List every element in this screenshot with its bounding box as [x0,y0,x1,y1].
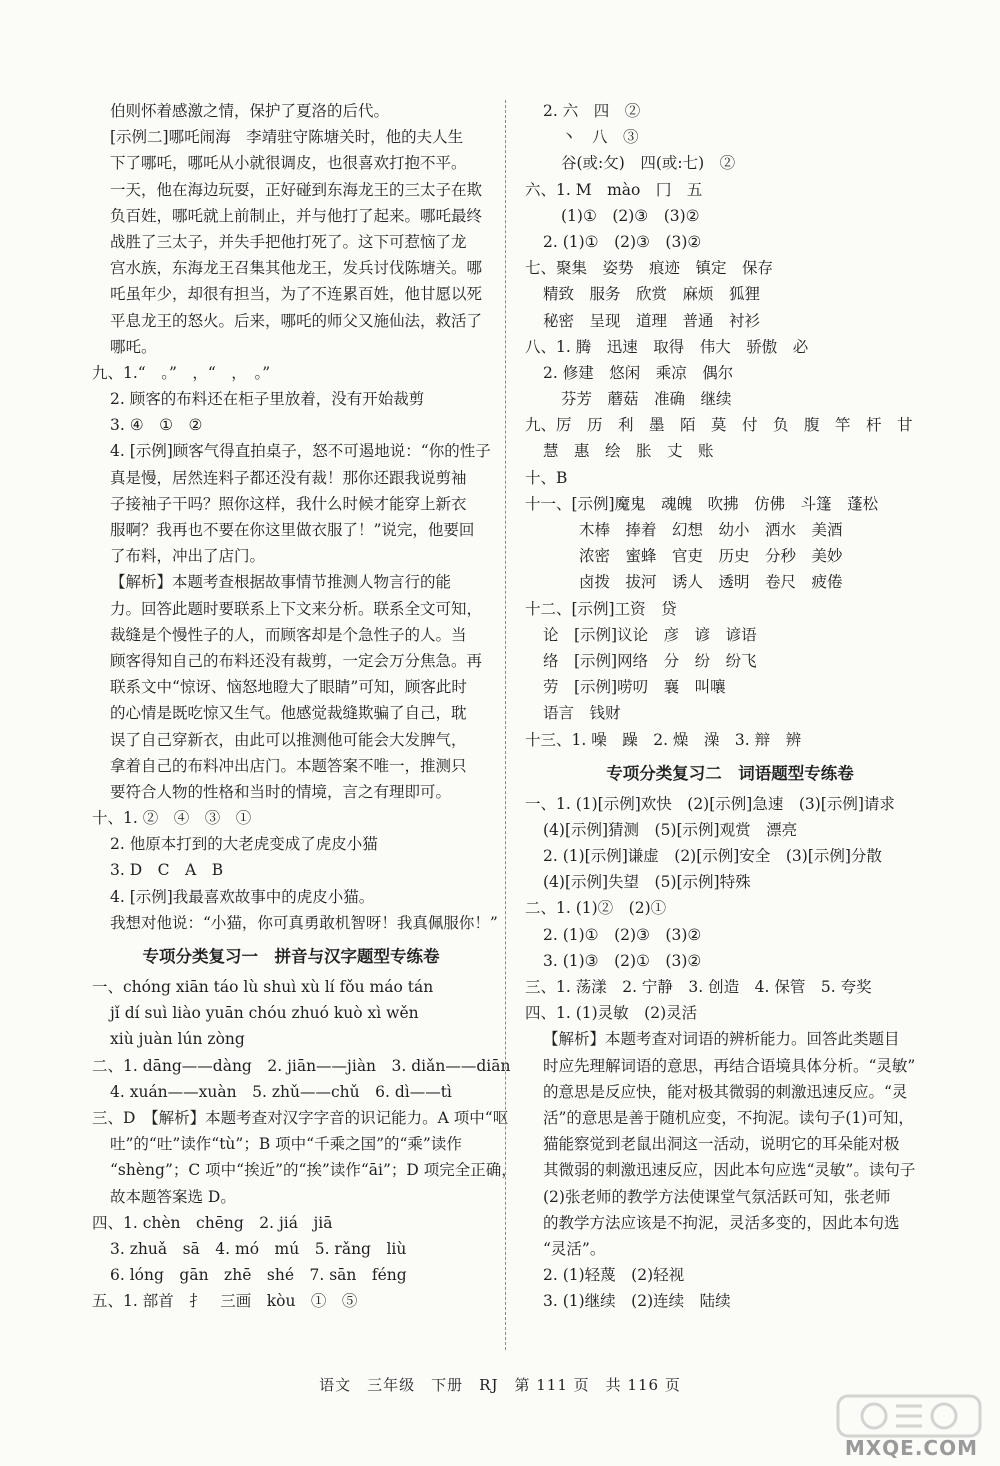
text-line: 五、1. 部首 扌 三画 kòu ① ⑤ [92,1292,358,1311]
text-line: 哪吒。 [110,337,157,356]
text-line: 4. xuán——xuàn 5. zhǔ——chǔ 6. dì——tì [110,1082,452,1101]
text-line: 服啊？我再也不要在你这里做衣服了！”说完，他要回 [110,521,475,539]
text-line: 力。回答此题时要联系上下文来分析。联系全文可知， [110,599,483,618]
text-line: 精致 服务 欣赏 麻烦 狐狸 [543,285,761,304]
text-line: 三、1. 荡漾 2. 宁静 3. 创造 4. 保管 5. 夸奖 [525,978,872,996]
text-line: 3. D C A B [110,861,224,880]
text-line: 谷(或:攵) 四(或:七) ② [561,154,736,173]
text-line: 八、1. 腾 迅速 取得 伟大 骄傲 必 [525,337,809,356]
text-line: (2)张老师的教学方法使课堂气氛活跃可知，张老师 [543,1187,891,1206]
text-line: 误了自己穿新衣，由此可以推测他可能会大发脾气， [110,730,467,749]
text-line: 2. 六 四 ② [543,102,641,120]
text-line: 平息龙王的怒火。后来，哪吒的师父又施仙法，救活了 [110,311,483,330]
text-line: 十、1. ② ④ ③ ① [92,809,252,828]
text-line: 劳 [示例]唠叨 襄 叫嚷 [543,678,726,697]
text-line: 二、1. (1)② (2)① [525,899,667,918]
text-line: 2. 顾客的布料还在柜子里放着，没有开始裁剪 [110,390,425,409]
text-line: (4)[示例]猜测 (5)[示例]观赏 漂亮 [543,820,798,839]
text-line: 2. (1)① (2)③ (3)② [543,232,702,251]
text-line: 三、D 【解析】本题考查对汉字字音的识记能力。A 项中“呕 [92,1108,509,1127]
text-line: 负百姓，哪吒就上前制止，并与他打了起来。哪吒最终 [110,206,483,225]
text-line: 十三、1. 噪 躁 2. 燥 澡 3. 辩 辨 [525,730,802,749]
text-line: (4)[示例]失望 (5)[示例]特殊 [543,873,751,892]
text-line: 猫能察觉到老鼠出洞这一活动，说明它的耳朵能对极 [543,1135,900,1154]
text-line: 子接袖子干吗？照你这样，我什么时候才能穿上新衣 [110,494,467,513]
text-line: 丶 八 ③ [561,128,639,147]
text-line: 3. ④ ① ② [110,416,203,435]
text-line: 慧 惠 绘 胀 丈 账 [543,442,714,461]
text-line: “shèng”；C 项中“挨近”的“挨”读作“āi”；D 项完全正确， [110,1161,517,1180]
text-line: 浓密 蜜蜂 官吏 历史 分秒 美妙 [579,547,843,566]
text-line: 【解析】本题考查根据故事情节推测人物言行的能 [110,573,452,592]
text-line: 一、1. (1)[示例]欢快 (2)[示例]急速 (3)[示例]请求 [525,794,895,813]
text-line: 顾客得知自己的布料还没有裁剪，一定会万分焦急。再 [110,651,483,670]
text-line: 真是慢，居然连料子都还没有裁！那你还跟我说剪袖 [110,468,467,487]
text-line: 秘密 呈现 道理 普通 衬衫 [543,311,761,330]
text-line: 3. zhuǎ sā 4. mó mú 5. rǎng liù [110,1239,407,1258]
text-line: 2. 他原本打到的大老虎变成了虎皮小猫 [110,835,378,854]
text-line: 宫水族，东海龙王召集其他龙王，发兵讨伐陈塘关。哪 [110,259,483,278]
text-line: 卤拨 拔河 诱人 透明 卷尺 疲倦 [579,573,843,592]
text-line: 一天，他在海边玩耍，正好碰到东海龙王的三太子在欺 [110,180,483,199]
text-line: 我想对他说：“小猫，你可真勇敢机智呀！我真佩服你！” [110,913,498,932]
text-line: 战胜了三太子，并失手把他打死了。这下可惹恼了龙 [110,232,467,251]
text-line: 九、1.“ 。” ，“ ， 。” [92,363,271,382]
text-line: 络 [示例]网络 分 纷 纷飞 [543,651,757,670]
text-line: 木棒 捧着 幻想 幼小 洒水 美酒 [579,521,843,539]
text-line: “灵活”。 [543,1239,606,1258]
text-line: 6. lóng gān zhē shé 7. sān féng [110,1266,407,1285]
text-line: 四、1. chèn chēng 2. jiá jiā [92,1213,333,1232]
text-line: 2. (1)轻蔑 (2)轻视 [543,1266,685,1285]
text-line: 下了哪吒，哪吒从小就很调皮，也很喜欢打抱不平。 [110,154,467,173]
page-footer: 语文 三年级 下册 RJ 第 111 页 共 116 页 [319,1376,681,1394]
text-line: 论 [示例]议论 彦 谚 谚语 [543,625,757,644]
text-line: 2. (1)① (2)③ (3)② [543,925,702,944]
text-line: 【解析】本题考查对词语的辨析能力。回答此类题目 [543,1030,900,1049]
text-line: 的意思是反应快，能对极其微弱的刺激迅速反应。“灵 [543,1082,908,1101]
text-line: 拿着自己的布料冲出店门。本题答案不唯一，推测只 [110,756,467,775]
text-line: 联系文中“惊讶、恼怒地瞪大了眼睛”可知，顾客此时 [110,678,467,697]
text-line: 3. (1)继续 (2)连续 陆续 [543,1292,731,1311]
text-line: 六、1. M mào 冂 五 [525,180,703,199]
text-line: 的心情是既吃惊又生气。他感觉裁缝欺骗了自己，耽 [110,704,467,723]
text-line: 九、厉 历 利 墨 陌 莫 付 负 腹 竿 杆 甘 [525,416,913,435]
text-line: 七、聚集 姿势 痕迹 镇定 保存 [525,259,774,278]
text-line: 时应先理解词语的意思，再结合语境具体分析。“灵敏” [543,1056,916,1075]
text-line: 其微弱的刺激迅速反应，因此本句应选“灵敏”。读句子 [543,1161,916,1180]
section-heading: 专项分类复习二 词语题型专练卷 [606,763,854,783]
column-divider [505,100,506,1350]
text-line: 3. (1)③ (2)① (3)② [543,951,702,970]
text-line: xiù juàn lún zòng [110,1030,245,1049]
text-line: [示例二]哪吒闹海 李靖驻守陈塘关时，他的夫人生 [110,128,464,147]
text-line: 语言 钱财 [543,704,621,723]
text-line: 的教学方法应该是不拘泥，灵活多变的，因此本句选 [543,1213,900,1232]
text-line: 裁缝是个慢性子的人，而顾客却是个急性子的人。当 [110,625,467,644]
text-line: 一、chóng xiān táo lù shuì xù lí fǒu máo tán [92,978,434,996]
text-line: 2. 修建 悠闲 乘凉 偶尔 [543,363,734,382]
text-line: 活”的意思是善于随机应变，不拘泥。读句子(1)可知， [543,1108,914,1127]
text-line: 十、B [525,468,568,487]
text-line: 吐”的“吐”读作“tù”；B 项中“千乘之国”的“乘”读作 [110,1135,462,1154]
section-heading: 专项分类复习一 拼音与汉字题型专练卷 [142,947,440,966]
text-line: 四、1. (1)灵敏 (2)灵活 [525,1004,698,1023]
text-line: 故本题答案选 D。 [110,1187,236,1206]
text-line: 了布料，冲出了店门。 [110,547,266,566]
text-line: 伯则怀着感激之情，保护了夏洛的后代。 [110,102,390,120]
text-line: 吒虽年少，却很有担当，为了不连累百姓，他甘愿以死 [110,285,483,304]
text-line: 要符合人物的性格和当时的情境，言之有理即可。 [110,782,452,801]
text-line: jǐ dí suì liào yuān chóu zhuó kuò xì wěn [110,1004,419,1023]
text-line: 二、1. dāng——dàng 2. jiān——jiàn 3. diǎn——diān [92,1056,511,1075]
text-line: 4. [示例]我最喜欢故事中的虎皮小猫。 [110,887,375,906]
text-line: 十二、[示例]工资 贷 [525,599,677,618]
left-column [92,98,517,1314]
text-line: 十一、[示例]魔鬼 魂魄 吹拂 仿佛 斗篷 蓬松 [525,494,879,513]
watermark-text: MXQE.COM [844,1436,978,1460]
text-line: 芬芳 蘑菇 准确 继续 [561,390,732,409]
text-line: 4. [示例]顾客气得直拍桌子，怒不可遏地说：“你的性子 [110,442,491,461]
text-line: 2. (1)[示例]谦虚 (2)[示例]安全 (3)[示例]分散 [543,847,882,866]
text-line: (1)① (2)③ (3)② [561,206,700,225]
right-column [525,98,935,1314]
